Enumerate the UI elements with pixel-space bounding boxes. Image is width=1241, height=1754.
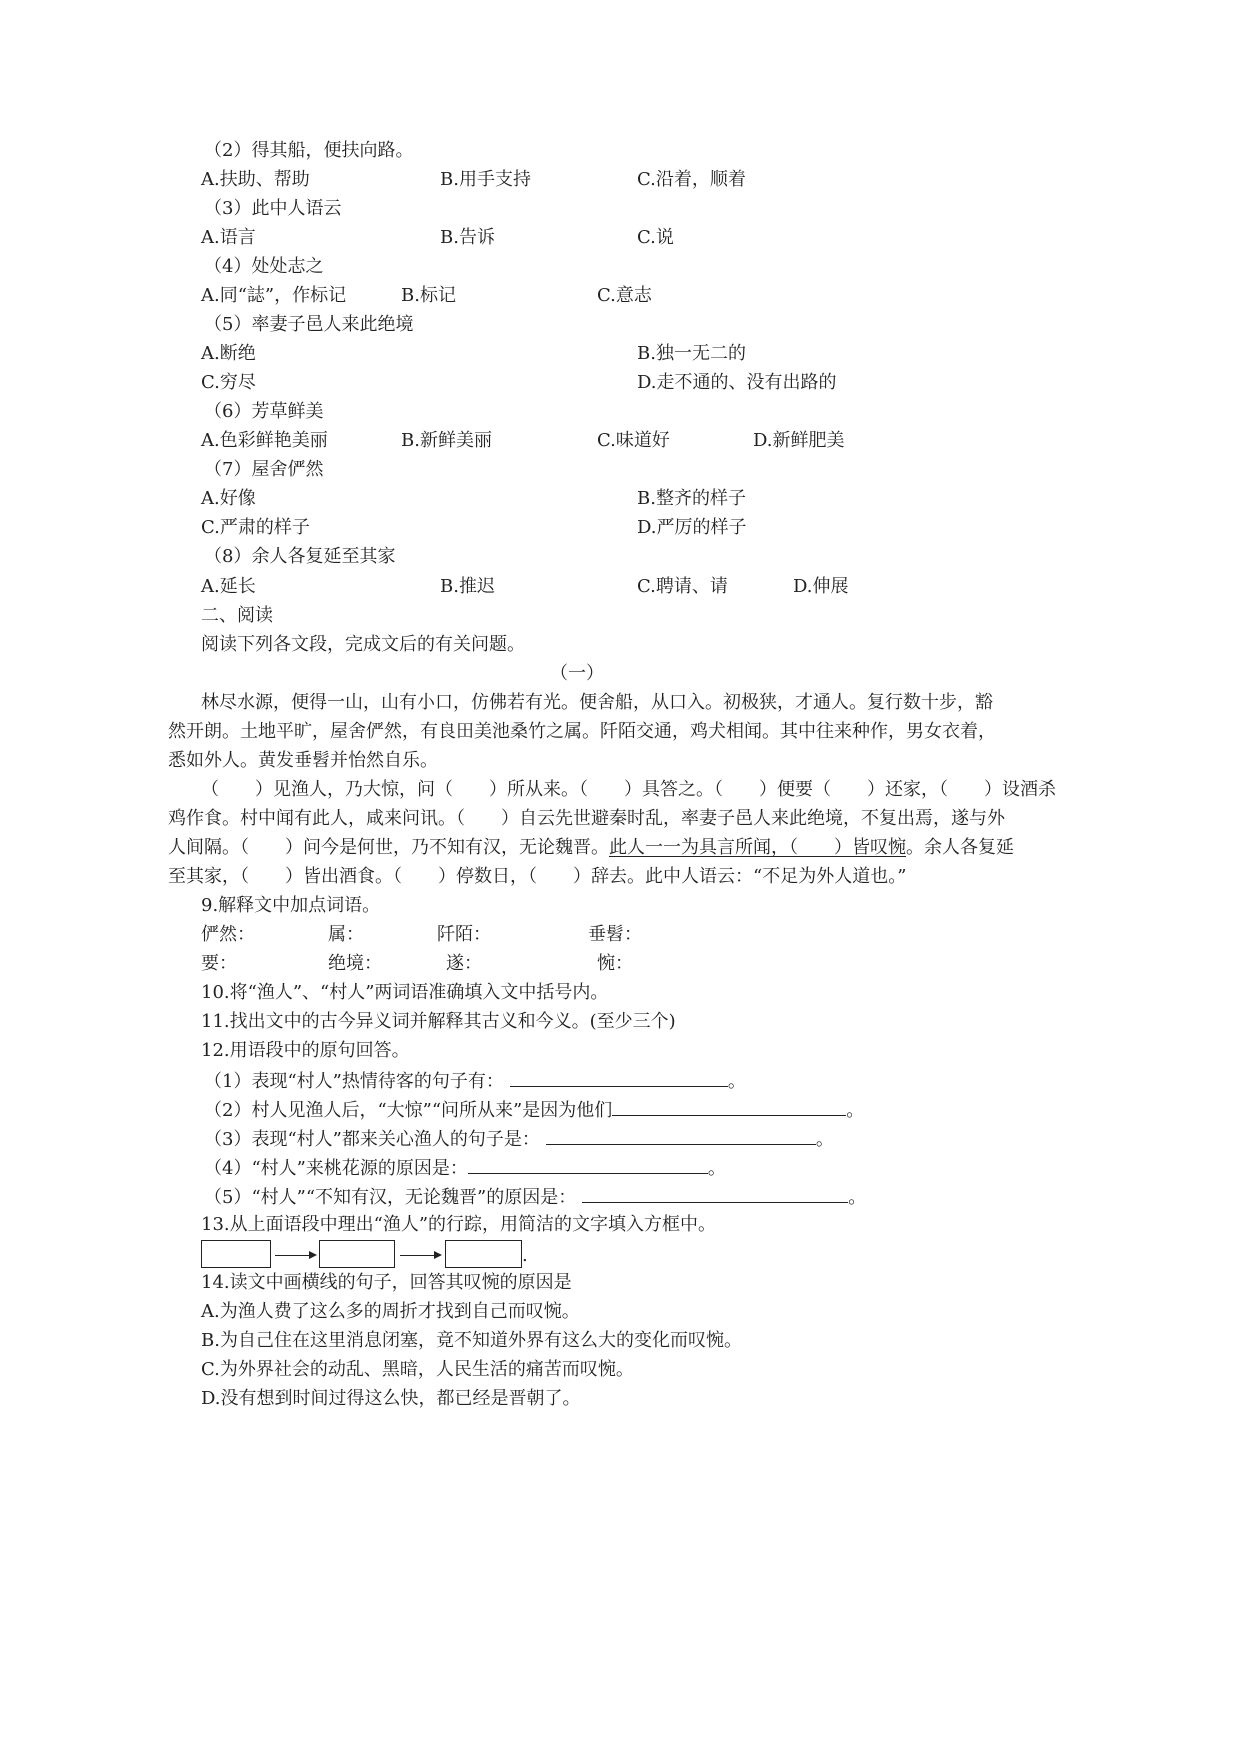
option: B.新鲜美丽 <box>401 430 492 451</box>
fill-in-item: （5）“村人”“不知有汉，无论魏晋”的原因是： 。 <box>204 1184 866 1210</box>
answer-blank[interactable] <box>468 1155 708 1174</box>
option: A.为渔人费了这么多的周折才找到自己而叹惋。 <box>201 1301 580 1322</box>
option: C.味道好 <box>597 430 670 451</box>
passage-text: 人间隔。（ ）问今是何世，乃不知有汉，无论魏晋。 <box>168 837 609 858</box>
option: A.色彩鲜艳美丽 <box>201 430 328 451</box>
question-prompt: （8）余人各复延至其家 <box>204 546 396 567</box>
question-prompt: （3）此中人语云 <box>204 198 342 219</box>
option: D.新鲜肥美 <box>753 430 845 451</box>
underlined-sentence: 此人一一为具言所闻，（ ）皆叹惋 <box>609 837 906 858</box>
option: A.同“誌”，作标记 <box>201 285 347 306</box>
term-label: 阡陌： <box>437 924 491 945</box>
passage-line: 鸡作食。村中闻有此人，咸来问讯。（ ）自云先世避秦时乱，率妻子邑人来此绝境，不复出焉，遂与外 <box>168 808 1005 829</box>
option: C.意志 <box>597 285 652 306</box>
option: A.好像 <box>201 488 256 509</box>
option: B.标记 <box>401 285 456 306</box>
term-label: 要： <box>201 953 237 974</box>
option: A.断绝 <box>201 343 256 364</box>
answer-blank[interactable] <box>510 1068 728 1087</box>
section-instruction: 阅读下列各文段，完成文后的有关问题。 <box>201 634 525 655</box>
flow-box-3[interactable] <box>445 1240 522 1268</box>
flow-end-period: . <box>522 1245 528 1266</box>
option: A.延长 <box>201 576 256 597</box>
option: B.告诉 <box>440 227 495 248</box>
question-13-title: 13.从上面语段中理出“渔人”的行踪，用简洁的文字填入方框中。 <box>201 1214 717 1235</box>
fill-in-item: （3）表现“村人”都来关心渔人的句子是： 。 <box>204 1126 834 1152</box>
question-prompt: （2）得其船，便扶向路。 <box>204 140 414 161</box>
option: C.沿着，顺着 <box>637 169 746 190</box>
fill-in-item: （1）表现“村人”热情待客的句子有： 。 <box>204 1068 746 1094</box>
term-label: 惋： <box>597 953 633 974</box>
answer-blank[interactable] <box>612 1097 846 1116</box>
option: D.走不通的、没有出路的 <box>637 372 837 393</box>
question-prompt: （5）率妻子邑人来此绝境 <box>204 314 414 335</box>
term-label: 垂髫： <box>588 924 642 945</box>
option: C.穷尽 <box>201 372 256 393</box>
passage-line: 悉如外人。黄发垂髫并怡然自乐。 <box>168 750 438 771</box>
fill-in-item: （2）村人见渔人后，“大惊”“问所从来”是因为他们 。 <box>204 1097 864 1123</box>
option: C.严肃的样子 <box>201 517 310 538</box>
passage-line: （ ）见渔人，乃大惊，问（ ）所从来。（ ）具答之。（ ）便要（ ）还家，（ ）设酒杀 <box>201 779 1056 800</box>
question-prompt: （7）屋舍俨然 <box>204 459 324 480</box>
question-12-title: 12.用语段中的原句回答。 <box>201 1040 410 1061</box>
passage-line: 然开朗。土地平旷，屋舍俨然，有良田美池桑竹之属。阡陌交通，鸡犬相闻。其中往来种作，男女衣着， <box>168 721 996 742</box>
option: B.整齐的样子 <box>637 488 746 509</box>
option: B.推迟 <box>440 576 495 597</box>
passage-line: 至其家，（ ）皆出酒食。（ ）停数日，（ ）辞去。此中人语云：“不足为外人道也。” <box>168 866 907 887</box>
option: B.为自己住在这里消息闭塞，竟不知道外界有这么大的变化而叹惋。 <box>201 1330 742 1351</box>
option: C.为外界社会的动乱、黑暗，人民生活的痛苦而叹惋。 <box>201 1359 634 1380</box>
passage-line <box>168 836 1014 860</box>
option: A.语言 <box>201 227 256 248</box>
flow-box-2[interactable] <box>319 1240 395 1268</box>
term-label: 属： <box>328 924 364 945</box>
arrow-right-icon <box>400 1255 440 1256</box>
arrow-right-icon <box>275 1255 315 1256</box>
option: B.独一无二的 <box>637 343 746 364</box>
part-label: （一） <box>550 663 604 684</box>
section-heading: 二、阅读 <box>201 605 273 626</box>
answer-blank[interactable] <box>546 1126 816 1145</box>
option: B.用手支持 <box>440 169 531 190</box>
passage-text: 。余人各复延 <box>906 837 1014 858</box>
option: A.扶助、帮助 <box>201 169 310 190</box>
question-prompt: （4）处处志之 <box>204 256 324 277</box>
question-14-title: 14.读文中画横线的句子，回答其叹惋的原因是 <box>201 1272 572 1293</box>
answer-blank[interactable] <box>582 1184 848 1203</box>
term-label: 遂： <box>446 953 482 974</box>
option: D.严厉的样子 <box>637 517 747 538</box>
option: C.说 <box>637 227 674 248</box>
fill-in-item: （4）“村人”来桃花源的原因是： 。 <box>204 1155 726 1181</box>
question-11: 11.找出文中的古今异义词并解释其古义和今义。(至少三个) <box>201 1011 676 1032</box>
flow-box-1[interactable] <box>201 1240 271 1268</box>
term-label: 绝境： <box>328 953 382 974</box>
passage-line: 林尽水源，便得一山，山有小口，仿佛若有光。便舍船，从口入。初极狭，才通人。复行数十步，豁 <box>201 692 993 713</box>
question-10: 10.将“渔人”、“村人”两词语准确填入文中括号内。 <box>201 982 609 1003</box>
question-prompt: （6）芳草鲜美 <box>204 401 324 422</box>
option: D.没有想到时间过得这么快，都已经是晋朝了。 <box>201 1388 581 1409</box>
question-9-title: 9.解释文中加点词语。 <box>201 895 381 916</box>
option: C.聘请、请 <box>637 576 728 597</box>
term-label: 俨然： <box>201 924 255 945</box>
option: D.伸展 <box>793 576 849 597</box>
